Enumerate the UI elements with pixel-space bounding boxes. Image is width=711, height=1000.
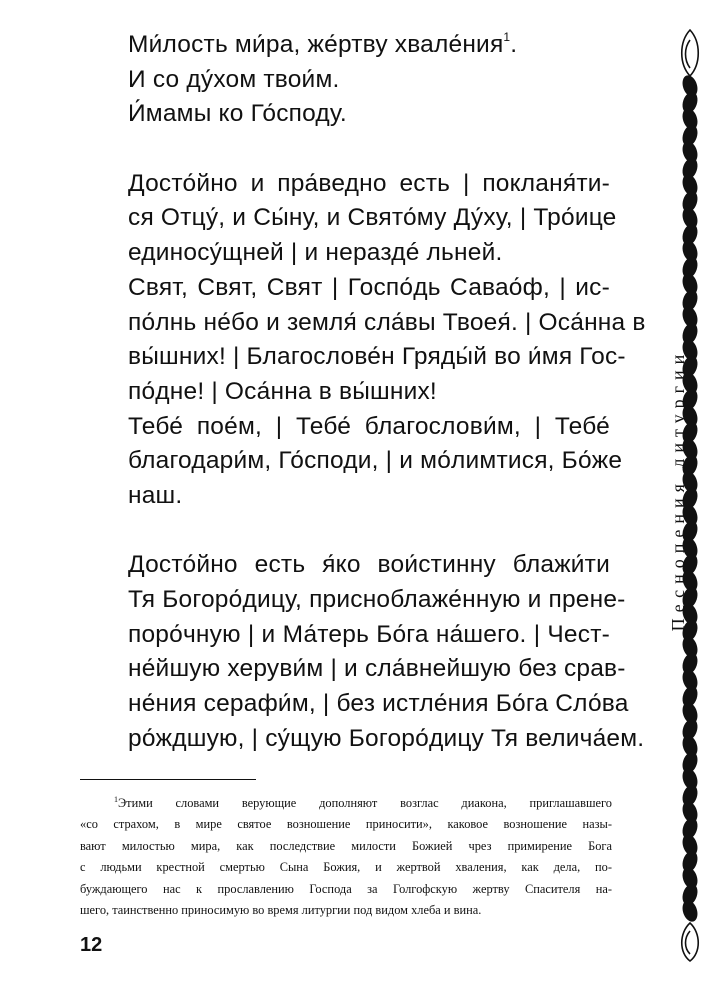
page-number: 12 — [80, 934, 103, 956]
text-line: единосу́щней | и нераздé льней. — [128, 239, 503, 267]
chain-link-icon — [680, 898, 700, 923]
footnote-line: вают милостью мира, как последствие милости Божией чрез примирение Бога — [80, 838, 612, 853]
footnote-line: буждающего нас к прославлению Господа за Голгофскую жертву Спасителя на- — [80, 881, 612, 896]
text-line: благодари́м, Го́споди, | и мо́лимтися, Бо́же — [128, 447, 623, 475]
text-line: Свят, Свят, Свят | Госпо́дь Савао́ф, | ис- — [128, 273, 610, 301]
text-line: И со ду́хом твои́м. — [128, 65, 340, 93]
main-text — [128, 28, 646, 756]
footnote-line: шего, таинственно приносимую во время литургии под видом хлеба и вина. — [80, 902, 482, 917]
footnote-line: с людьми крестной смертью Сына Божия, и жертвой хваления, как дела, по- — [80, 860, 612, 875]
text-line: Тя Богоро́дицу, присноблаже́нную и пренe- — [128, 586, 626, 613]
footnote-mark: 1 — [114, 795, 118, 804]
text-line: не́ния серафи́м, | без истле́ния Бо́га Сло́ва — [128, 690, 629, 718]
footnote-line: «со страхом, в мире святое возношение приносити», каковое возношение назы- — [80, 817, 612, 832]
text-line: ся Отцу́, и Сы́ну, и Свято́му Ду́ху, | Тро́ице — [128, 204, 617, 232]
text-line: поро́чную | и Ма́терь Бо́га на́шего. | Чест- — [128, 620, 610, 648]
text-line: вы́шних! | Благослове́н Гряды́й во и́мя Гос- — [128, 343, 626, 371]
footnote — [80, 793, 612, 921]
text-line: Досто́йно есть я́ко вои́стинну блажи́ти — [128, 551, 610, 579]
text-line: Тебе́ пое́м, | Тебе́ благослови́м, | Тебе́ — [128, 412, 610, 440]
footnote-reference: 1 — [503, 30, 511, 44]
text-line: по́лнь не́бо и земля́ сла́вы Твоея́. | Оса́нна в — [128, 308, 646, 336]
footnote-line: $^1$Этими словами верующие дополняют возглас диакона, приглашавшего — [114, 795, 612, 810]
text-line: наш. — [128, 481, 183, 509]
text-line: Ми́лость ми́ра, же́ртву хвале́ния$^1$. — [128, 30, 518, 58]
footnote-divider — [80, 779, 256, 780]
text-line: И́мамы ко Го́споду. — [128, 100, 347, 128]
text-line: ро́ждшую, | су́щую Богоро́дицу Тя велича́ем. — [128, 724, 645, 752]
text-line: не́йшую херуви́м | и сла́внейшую без срав- — [128, 655, 626, 683]
running-head: Песнопения литургии — [668, 348, 688, 632]
text-line: Досто́йно и пра́ведно есть | покланя́ти- — [128, 169, 610, 197]
text-line: по́дне! | Оса́нна в вы́шних! — [128, 377, 437, 405]
